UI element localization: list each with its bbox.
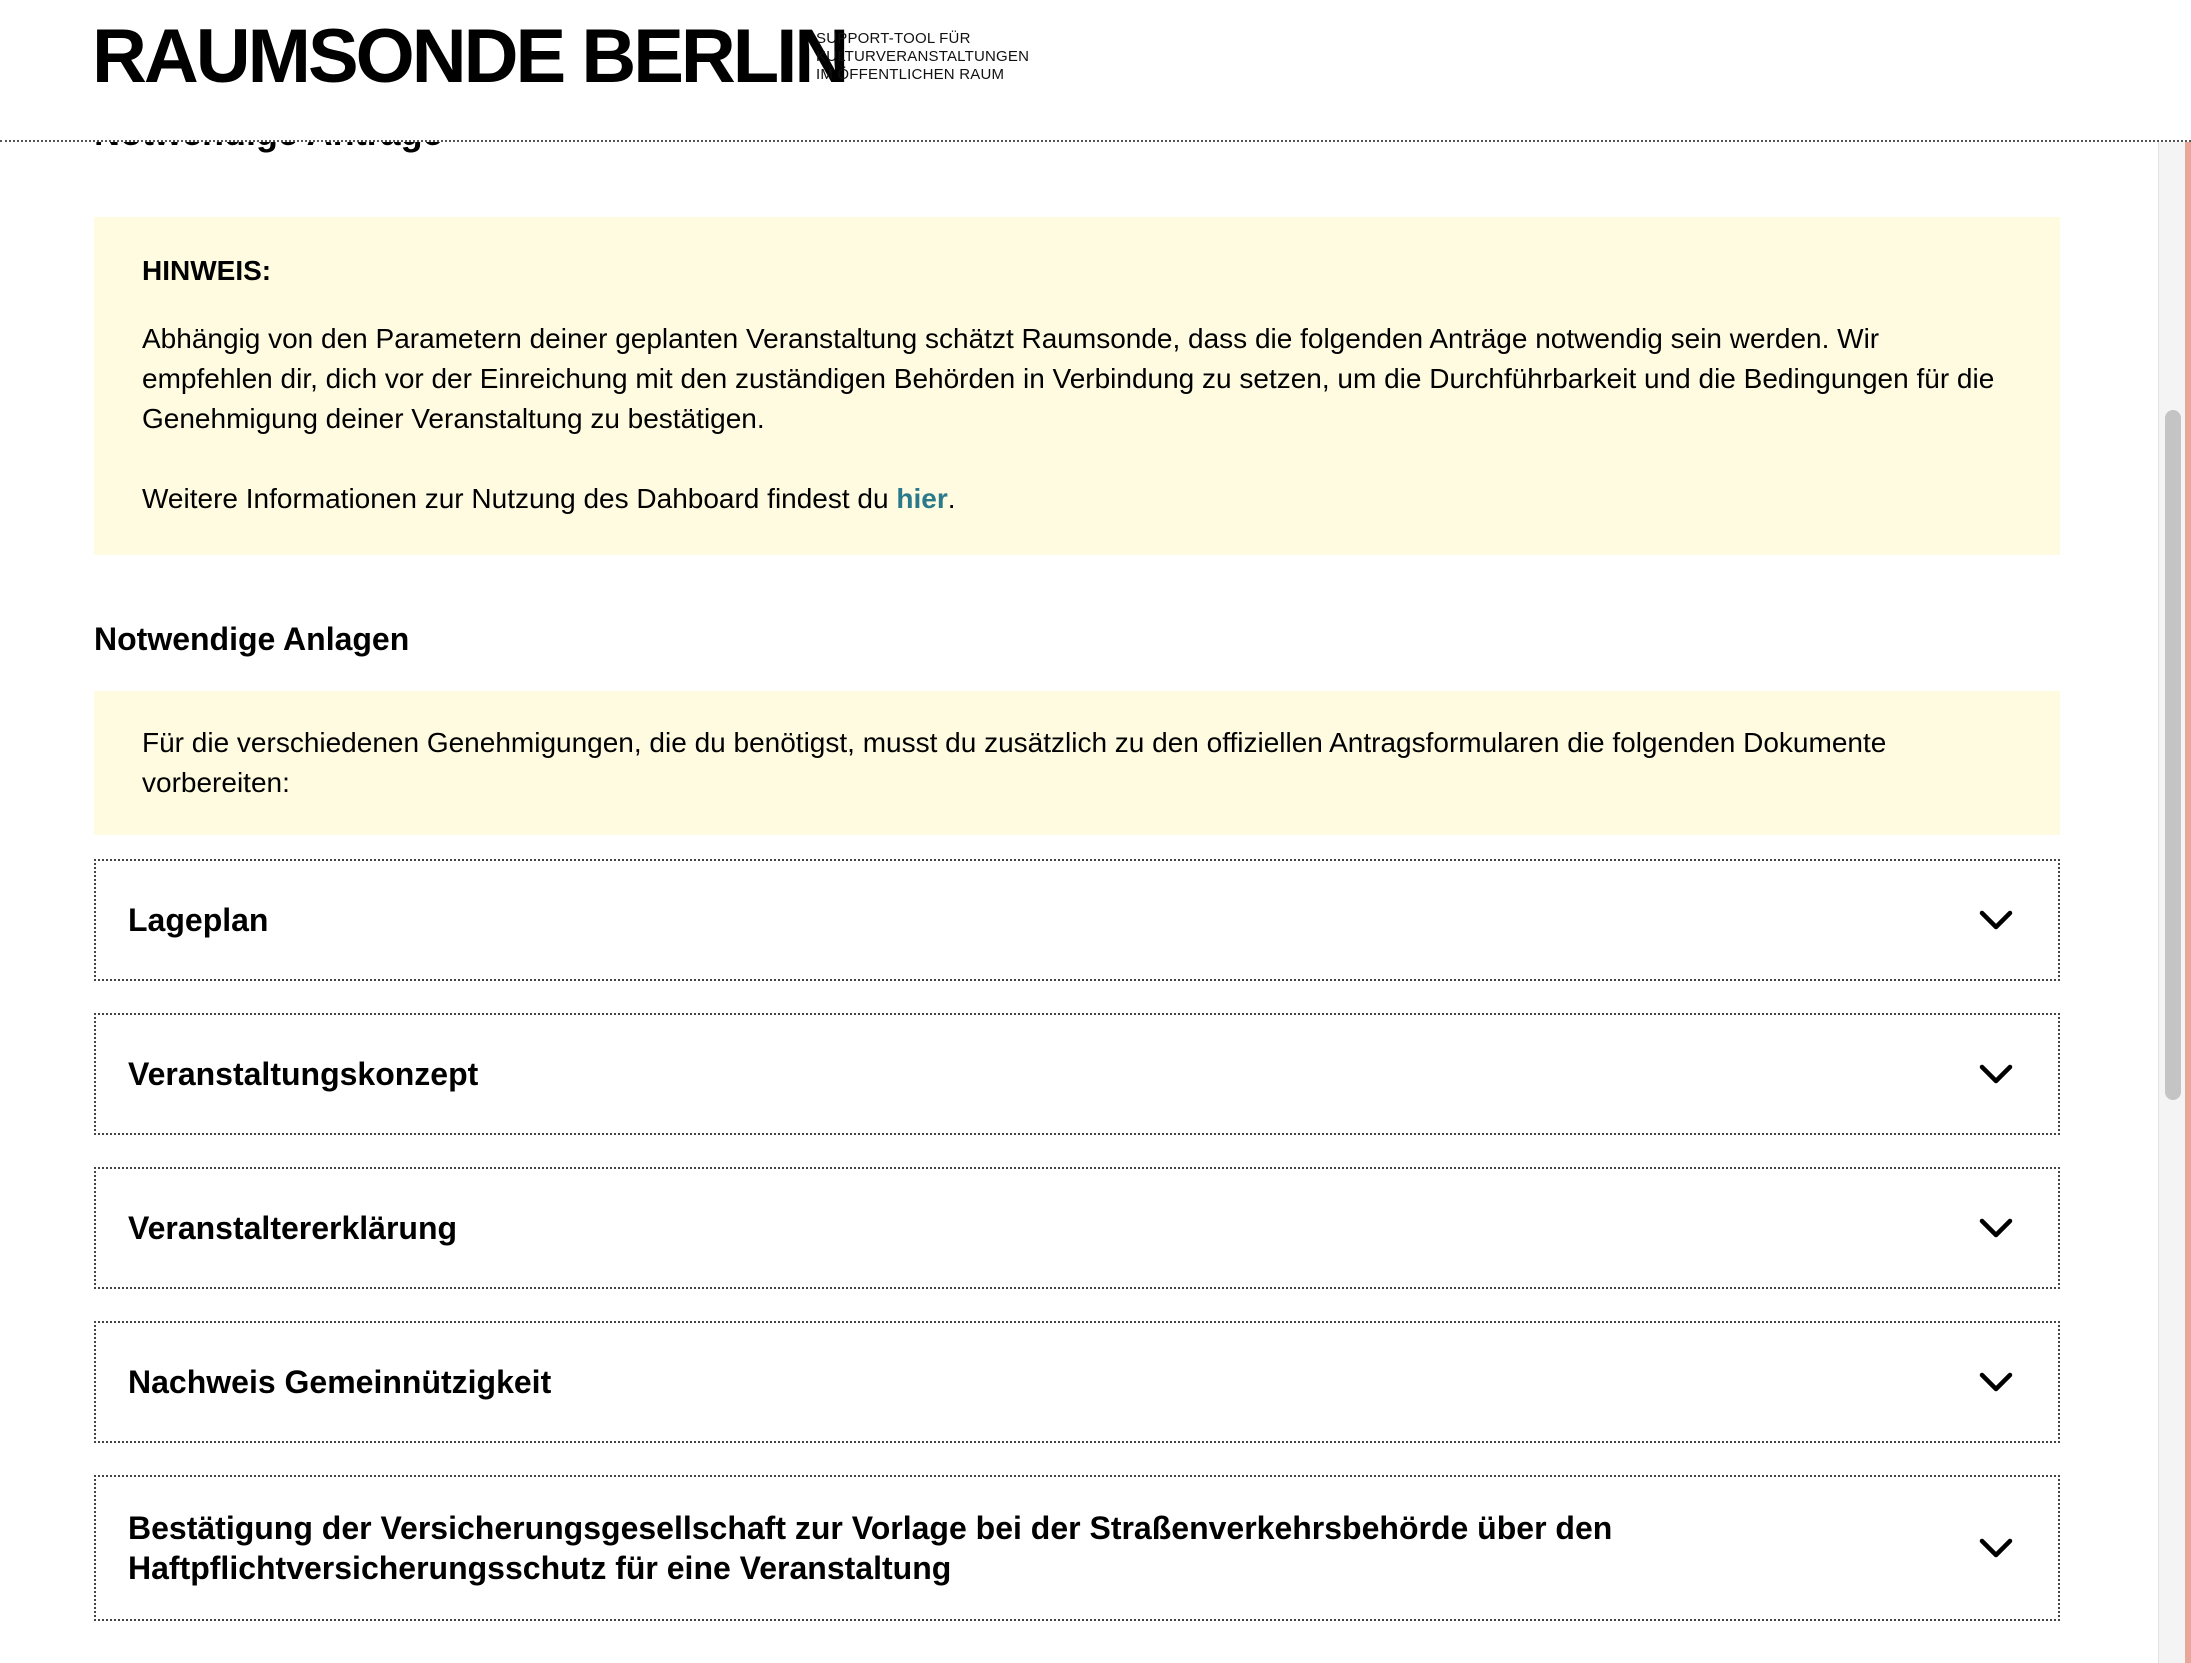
- tagline-line: SUPPORT-TOOL FÜR: [816, 30, 971, 47]
- accordion-label: Lageplan: [128, 902, 269, 938]
- accordion-label: Nachweis Gemeinnützigkeit: [128, 1364, 552, 1400]
- site-header: [0, 0, 2191, 142]
- accordion-item-lageplan[interactable]: [94, 859, 2060, 981]
- attachments-intro-box: [94, 691, 2060, 835]
- notice-info-suffix: .: [947, 483, 956, 514]
- notice-info-text: Weitere Informationen zur Nutzung des Dahboard findest du: [142, 483, 897, 514]
- accordion-label: Bestätigung der Versicherungsgesellschaft zur Vorlage bei der Straßenverkehrsbehörde über den Haftpflichtversicherungsschutz für eine Veranstaltung: [128, 1510, 1613, 1586]
- accordion-item-veranstaltungskonzept[interactable]: [94, 1013, 2060, 1135]
- chevron-down-icon[interactable]: [1976, 1362, 2016, 1402]
- accordion-item-veranstaltererklaerung[interactable]: [94, 1167, 2060, 1289]
- notice-title: HINWEIS:: [142, 255, 272, 286]
- notice-box: [94, 217, 2060, 555]
- site-logo[interactable]: RAUMSONDE BERLIN: [92, 14, 847, 99]
- accordion-item-versicherungsbestaetigung[interactable]: [94, 1475, 2060, 1621]
- chevron-down-icon[interactable]: [1976, 1054, 2016, 1094]
- site-tagline: [816, 30, 1029, 84]
- tagline-line: KULTURVERANSTALTUNGEN: [816, 48, 1030, 65]
- accordion-label: Veranstaltererklärung: [128, 1210, 458, 1246]
- info-link[interactable]: hier: [896, 483, 948, 514]
- attachments-title: Notwendige Anlagen: [94, 621, 410, 657]
- accordion-item-nachweis-gemeinnuetzigkeit[interactable]: [94, 1321, 2060, 1443]
- accordion-label: Veranstaltungskonzept: [128, 1056, 479, 1092]
- window-edge-strip: [2185, 140, 2191, 1663]
- attachments-accordion-list: [94, 859, 2060, 1621]
- chevron-down-icon[interactable]: [1976, 1528, 2016, 1568]
- notice-paragraph: Abhängig von den Parametern deiner geplanten Veranstaltung schätzt Raumsonde, dass die folgenden Anträge notwendig sein werden. Wir empfehlen dir, dich vor der Einreichung mit den zuständigen Behörden in Verbindung zu setzen, um die Durchführbarkeit und die Bedingungen für die Genehmigung deiner Veranstaltung zu bestätigen.: [142, 323, 1995, 434]
- tagline-line: IM ÖFFENTLICHEN RAUM: [816, 66, 1005, 83]
- chevron-down-icon[interactable]: [1976, 900, 2016, 940]
- main-content: [94, 217, 2060, 1653]
- scrollbar-thumb[interactable]: [2165, 410, 2181, 1100]
- chevron-down-icon[interactable]: [1976, 1208, 2016, 1248]
- notice-info-paragraph: [142, 479, 2012, 519]
- attachments-intro: Für die verschiedenen Genehmigungen, die du benötigst, musst du zusätzlich zu den offiziellen Antragsformularen die folgenden Dokumente vorbereiten:: [142, 727, 1887, 798]
